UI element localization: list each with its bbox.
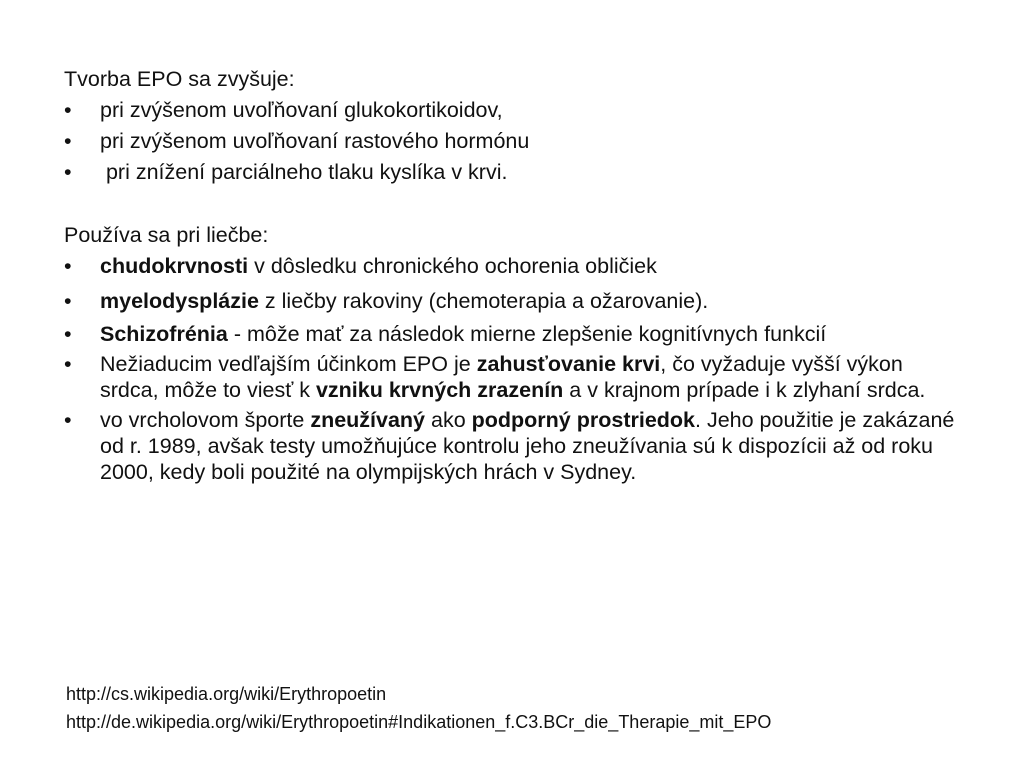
list-item — [64, 126, 964, 157]
production-factors-list — [64, 95, 964, 188]
bullet-icon: • — [64, 352, 72, 376]
bold-term: vzniku krvných zrazenín — [315, 378, 564, 402]
bullet-icon: • — [64, 289, 72, 313]
bold-term: zneužívaný — [310, 408, 426, 432]
list-item — [64, 251, 964, 282]
list-item-text: Nežiaducim vedľajším účinkom EPO je — [100, 352, 477, 376]
bullet-icon: • — [64, 408, 72, 432]
bullet-icon: • — [64, 322, 72, 346]
reference-link-de-wikipedia[interactable]: http://de.wikipedia.org/wiki/Erythropoetin#Indikationen_f.C3.BCr_die_Therapie_mit_EPO — [66, 712, 772, 732]
list-item-text: v dôsledku chronického ochorenia obličiek — [248, 254, 657, 278]
list-item — [64, 321, 964, 347]
bold-term: myelodysplázie — [100, 289, 259, 313]
list-item-text: pri znížení parciálneho tlaku kyslíka v krvi. — [100, 160, 508, 184]
list-item-text: ako — [425, 408, 472, 432]
bullet-icon: • — [64, 254, 72, 278]
bold-term: chudokrvnosti — [100, 254, 249, 278]
bold-term: zahusťovanie krvi — [476, 352, 661, 376]
references — [66, 680, 1016, 736]
list-item-text: , čo vyžaduje vyšší výkon srdca, môže to viesť k — [100, 352, 903, 402]
list-item-text: a v krajnom prípade i k zlyhaní srdca. — [563, 378, 926, 402]
list-item-text: - môže mať za následok mierne zlepšenie kognitívnych funkcií — [227, 322, 827, 346]
bullet-icon: • — [64, 160, 72, 184]
list-item-text: . Jeho použitie je zakázané od r. 1989, avšak testy umožňujúce kontrolu jeho zneužívania sú k dispozícii až od roku 2000, kedy boli použité na olympijských hrách v Sydney. — [100, 408, 955, 484]
section-heading-production: Tvorba EPO sa zvyšuje: — [64, 67, 295, 91]
treatment-uses-list — [64, 251, 964, 485]
bold-term: podporný prostriedok — [471, 408, 696, 432]
list-item — [64, 286, 964, 317]
list-item — [64, 351, 964, 403]
list-item — [64, 95, 964, 126]
list-item-text: z liečby rakoviny (chemoterapia a ožarovanie). — [258, 289, 709, 313]
list-item-text: vo vrcholovom športe — [100, 408, 311, 432]
bullet-icon: • — [64, 98, 72, 122]
section-heading-treatment: Používa sa pri liečbe: — [64, 223, 269, 247]
list-item — [64, 407, 964, 485]
bullet-icon: • — [64, 129, 72, 153]
section-spacer — [64, 188, 964, 220]
slide-content — [64, 64, 964, 489]
bold-term: Schizofrénia — [100, 322, 228, 346]
list-item-text: pri zvýšenom uvoľňovaní rastového hormónu — [100, 129, 530, 153]
list-item-text: pri zvýšenom uvoľňovaní glukokortikoidov, — [100, 98, 503, 122]
reference-link-cs-wikipedia[interactable]: http://cs.wikipedia.org/wiki/Erythropoetin — [66, 684, 387, 704]
list-item — [64, 157, 964, 188]
